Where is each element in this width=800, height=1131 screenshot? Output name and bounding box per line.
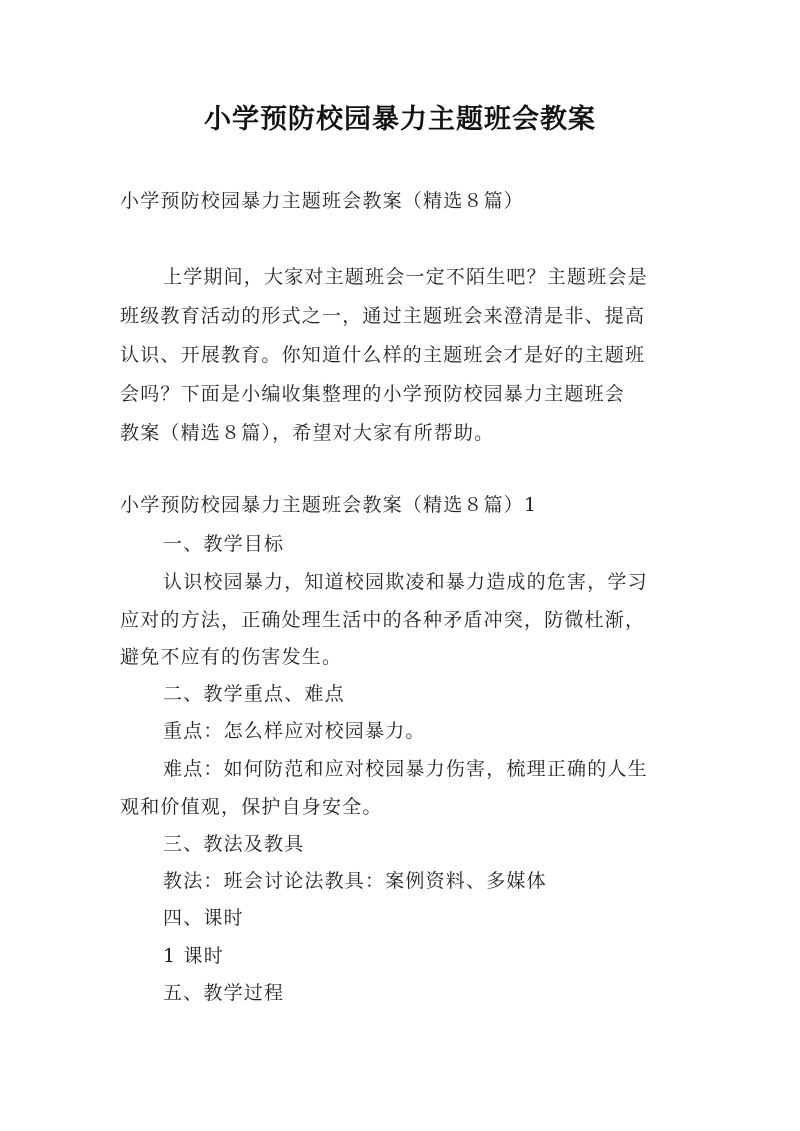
intro-line-3: 认识、开展教育。你知道什么样的主题班会才是好的主题班: [120, 344, 646, 366]
body-line: 教法：班会讨论法教具：案例资料、多媒体: [163, 870, 547, 892]
heading-teaching-process: 五、教学过程: [163, 982, 285, 1004]
body-line: 1 课时: [163, 945, 224, 967]
heading-methods: 三、教法及教具: [163, 833, 305, 855]
section-heading: 小学预防校园暴力主题班会教案（精选８篇）1: [120, 494, 538, 516]
heading-teaching-goals: 一、教学目标: [163, 533, 285, 555]
body-line: 观和价值观，保护自身安全。: [120, 796, 383, 818]
intro-line-1: 上学期间，大家对主题班会一定不陌生吧？主题班会是: [163, 266, 648, 288]
body-line: 避免不应有的伤害发生。: [120, 646, 343, 668]
body-line: 应对的方法，正确处理生活中的各种矛盾冲突，防微杜渐，: [120, 609, 646, 631]
document-title: 小学预防校园暴力主题班会教案: [204, 104, 596, 135]
heading-key-points: 二、教学重点、难点: [163, 683, 345, 705]
intro-line-4: 会吗？下面是小编收集整理的小学预防校园暴力主题班会: [120, 383, 626, 405]
intro-line-5: 教案（精选８篇），希望对大家有所帮助。: [120, 422, 495, 444]
body-line: 认识校园暴力，知道校园欺凌和暴力造成的危害，学习: [163, 571, 648, 593]
body-line: 重点：怎么样应对校园暴力。: [163, 720, 426, 742]
body-line: 难点：如何防范和应对校园暴力伤害，梳理正确的人生: [163, 758, 648, 780]
heading-class-hours: 四、课时: [163, 907, 244, 929]
intro-line-2: 班级教育活动的形式之一，通过主题班会来澄清是非、提高: [120, 305, 646, 327]
document-subtitle: 小学预防校园暴力主题班会教案（精选８篇）: [120, 190, 525, 212]
